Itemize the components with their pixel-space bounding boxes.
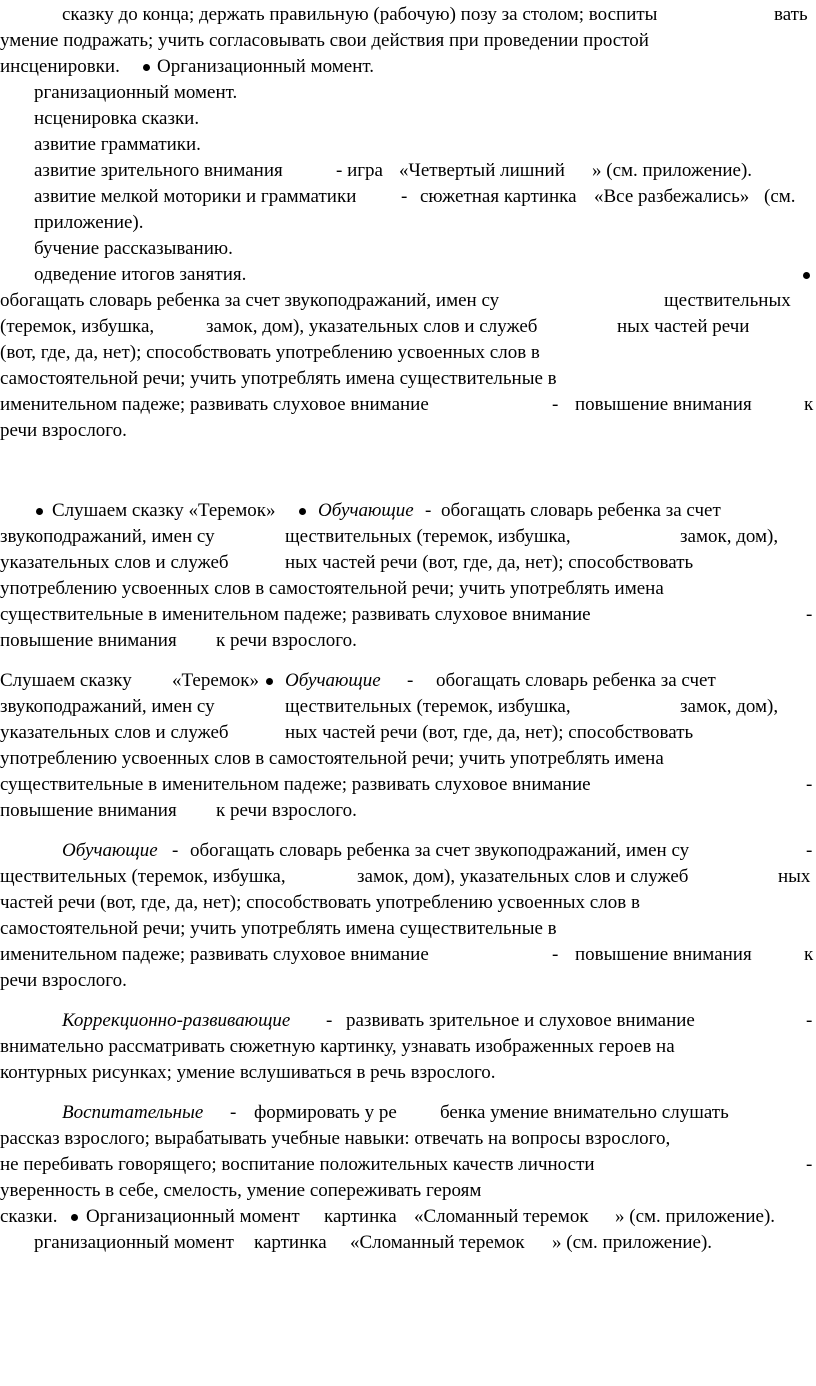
text-line xyxy=(0,668,816,694)
text-run: - игра xyxy=(336,160,383,181)
text-line xyxy=(0,1100,816,1126)
text-run: ных частей речи (вот, где, да, нет); способствовать xyxy=(285,552,694,573)
text-run: сюжетная картинка xyxy=(420,186,577,207)
text-run: внимательно рассматривать сюжетную картинку, узнавать изображенных героев на xyxy=(0,1036,675,1057)
text-run: звукоподражаний, имен су xyxy=(0,696,215,717)
text-run: указательных слов и служеб xyxy=(0,552,229,573)
text-run: рганизационный момент xyxy=(34,1232,234,1253)
text-line xyxy=(0,392,816,418)
text-line xyxy=(0,864,816,890)
text-line xyxy=(0,628,816,654)
text-run: ных xyxy=(778,866,811,887)
text-line xyxy=(0,158,816,184)
text-run: - xyxy=(806,840,813,861)
text-run: одведение итогов занятия. xyxy=(34,264,247,285)
text-run: - xyxy=(806,604,813,625)
text-run: не перебивать говорящего; воспитание положительных качеств личности xyxy=(0,1154,595,1175)
text-run: Обучающие xyxy=(285,670,381,691)
text-run: существительные в именительном падеже; развивать слуховое внимание xyxy=(0,604,591,625)
text-run: (вот, где, да, нет); способствовать употреблению усвоенных слов в xyxy=(0,342,540,363)
text-run: замок, дом), указательных слов и служеб xyxy=(357,866,689,887)
text-run: Воспитательные xyxy=(62,1102,204,1123)
text-run: частей речи (вот, где, да, нет); способствовать употреблению усвоенных слов в xyxy=(0,892,640,913)
text-line xyxy=(0,314,816,340)
text-run: - xyxy=(172,840,179,861)
text-run: обогащать словарь ребенка за счет xyxy=(441,500,721,521)
text-line xyxy=(0,184,816,210)
text-run: » (см. приложение). xyxy=(615,1206,776,1227)
text-line xyxy=(0,746,816,772)
text-run: ществительных (теремок, избушка, xyxy=(0,866,286,887)
text-run: рассказ взрослого; вырабатывать учебные навыки: отвечать на вопросы взрослого, xyxy=(0,1128,671,1149)
text-line xyxy=(0,418,816,444)
text-line xyxy=(0,1126,816,1152)
bullet-icon xyxy=(143,54,150,80)
text-line xyxy=(0,602,816,628)
text-run: указательных слов и служеб xyxy=(0,722,229,743)
text-run: обогащать словарь ребенка за счет звукоподражаний, имен су xyxy=(0,290,500,311)
text-line xyxy=(0,890,816,916)
text-run: » (см. приложение). xyxy=(592,160,753,181)
text-line xyxy=(0,838,816,864)
text-line xyxy=(0,720,816,746)
text-run: азвитие грамматики. xyxy=(34,134,201,155)
text-line xyxy=(0,28,816,54)
bullet-icon xyxy=(266,668,273,694)
text-run: именительном падеже; развивать слуховое внимание xyxy=(0,944,429,965)
text-run: рганизационный момент. xyxy=(34,82,238,103)
text-run: обогащать словарь ребенка за счет xyxy=(436,670,716,691)
text-run: - xyxy=(552,944,559,965)
text-run: замок, дом), xyxy=(680,696,779,717)
text-run: Обучающие xyxy=(318,500,414,521)
text-run: к xyxy=(804,394,814,415)
text-run: повышение внимания xyxy=(0,800,177,821)
text-line xyxy=(0,80,816,106)
text-run: «Четвертый лишний xyxy=(399,160,565,181)
text-run: речи взрослого. xyxy=(0,420,127,441)
text-run: речи взрослого. xyxy=(0,970,127,991)
text-run: самостоятельной речи; учить употреблять имена существительные в xyxy=(0,918,557,939)
text-run: повышение внимания xyxy=(575,394,752,415)
text-run: к xyxy=(804,944,814,965)
text-line xyxy=(0,942,816,968)
text-run: » (см. приложение). xyxy=(552,1232,713,1253)
bullet-icon xyxy=(803,262,810,288)
text-line xyxy=(0,550,816,576)
text-run: Организационный момент xyxy=(86,1206,300,1227)
text-line xyxy=(0,968,816,994)
text-run: повышение внимания xyxy=(575,944,752,965)
text-line xyxy=(0,132,816,158)
text-run: существительные в именительном падеже; развивать слуховое внимание xyxy=(0,774,591,795)
text-line xyxy=(0,54,816,80)
text-run: приложение). xyxy=(34,212,144,233)
text-run: - xyxy=(806,1010,813,1031)
text-run: употреблению усвоенных слов в самостоятельной речи; учить употреблять имена xyxy=(0,748,664,769)
text-run: ществительных (теремок, избушка, xyxy=(285,696,571,717)
text-run: «Все разбежались» xyxy=(594,186,750,207)
text-run: сказки. xyxy=(0,1206,58,1227)
text-run: бучение рассказыванию. xyxy=(34,238,233,259)
text-run: Организационный момент. xyxy=(157,56,374,77)
bullet-icon xyxy=(71,1204,78,1230)
text-run: нсценировка сказки. xyxy=(34,108,200,129)
text-line xyxy=(0,798,816,824)
text-line xyxy=(0,524,816,550)
text-line xyxy=(0,916,816,942)
text-run: инсценировки. xyxy=(0,56,120,77)
text-run: (см. xyxy=(764,186,796,207)
text-line xyxy=(0,210,816,236)
text-run: замок, дом), xyxy=(680,526,779,547)
text-run: уверенность в себе, смелость, умение сопереживать героям xyxy=(0,1180,482,1201)
text-line xyxy=(0,288,816,314)
text-run: умение подражать; учить согласовывать свои действия при проведении простой xyxy=(0,30,649,51)
text-run: замок, дом), указательных слов и служеб xyxy=(206,316,538,337)
text-line xyxy=(0,694,816,720)
text-line xyxy=(0,1178,816,1204)
text-run: - xyxy=(806,1154,813,1175)
bullet-icon xyxy=(36,498,43,524)
text-run: - xyxy=(401,186,408,207)
text-run: Слушаем сказку xyxy=(0,670,132,691)
text-run: картинка xyxy=(254,1232,327,1253)
text-run: вать xyxy=(774,4,808,25)
text-line xyxy=(0,262,816,288)
text-run: - xyxy=(230,1102,237,1123)
text-run: - xyxy=(425,500,432,521)
text-run: Обучающие xyxy=(62,840,158,861)
text-run: «Теремок» xyxy=(172,670,260,691)
text-line xyxy=(0,2,816,28)
text-run: обогащать словарь ребенка за счет звукоподражаний, имен су xyxy=(190,840,690,861)
text-run: (теремок, избушка, xyxy=(0,316,155,337)
text-line xyxy=(0,106,816,132)
text-run: ществительных (теремок, избушка, xyxy=(285,526,571,547)
text-run: формировать у ре xyxy=(254,1102,397,1123)
text-line xyxy=(0,1230,816,1256)
text-line xyxy=(0,498,816,524)
text-run: употреблению усвоенных слов в самостоятельной речи; учить употреблять имена xyxy=(0,578,664,599)
text-run: ществительных xyxy=(664,290,791,311)
text-run: азвитие зрительного внимания xyxy=(34,160,283,181)
text-run: звукоподражаний, имен су xyxy=(0,526,215,547)
text-line xyxy=(0,1008,816,1034)
text-run: к речи взрослого. xyxy=(216,800,357,821)
text-run: азвитие мелкой моторики и грамматики xyxy=(34,186,357,207)
text-run: развивать зрительное и слуховое внимание xyxy=(346,1010,695,1031)
text-run: - xyxy=(552,394,559,415)
text-run: «Сломанный теремок xyxy=(350,1232,525,1253)
text-line xyxy=(0,340,816,366)
text-run: Слушаем сказку «Теремок» xyxy=(52,500,276,521)
text-run: - xyxy=(806,774,813,795)
text-run: «Сломанный теремок xyxy=(414,1206,589,1227)
text-line xyxy=(0,236,816,262)
text-line xyxy=(0,576,816,602)
text-run: именительном падеже; развивать слуховое внимание xyxy=(0,394,429,415)
bullet-icon xyxy=(299,498,306,524)
text-run: бенка умение внимательно слушать xyxy=(440,1102,729,1123)
text-run: ных частей речи (вот, где, да, нет); способствовать xyxy=(285,722,694,743)
text-run: - xyxy=(407,670,414,691)
text-line xyxy=(0,1152,816,1178)
text-run: контурных рисунках; умение вслушиваться в речь взрослого. xyxy=(0,1062,496,1083)
text-run: картинка xyxy=(324,1206,397,1227)
text-run: к речи взрослого. xyxy=(216,630,357,651)
text-line xyxy=(0,366,816,392)
text-run: самостоятельной речи; учить употреблять имена существительные в xyxy=(0,368,557,389)
text-run: ных частей речи xyxy=(617,316,750,337)
text-line xyxy=(0,1034,816,1060)
text-run: сказку до конца; держать правильную (рабочую) позу за столом; воспиты xyxy=(62,4,658,25)
text-run: повышение внимания xyxy=(0,630,177,651)
text-line xyxy=(0,1060,816,1086)
text-run: Коррекционно-развивающие xyxy=(62,1010,291,1031)
text-line xyxy=(0,1204,816,1230)
text-line xyxy=(0,772,816,798)
text-run: - xyxy=(326,1010,333,1031)
